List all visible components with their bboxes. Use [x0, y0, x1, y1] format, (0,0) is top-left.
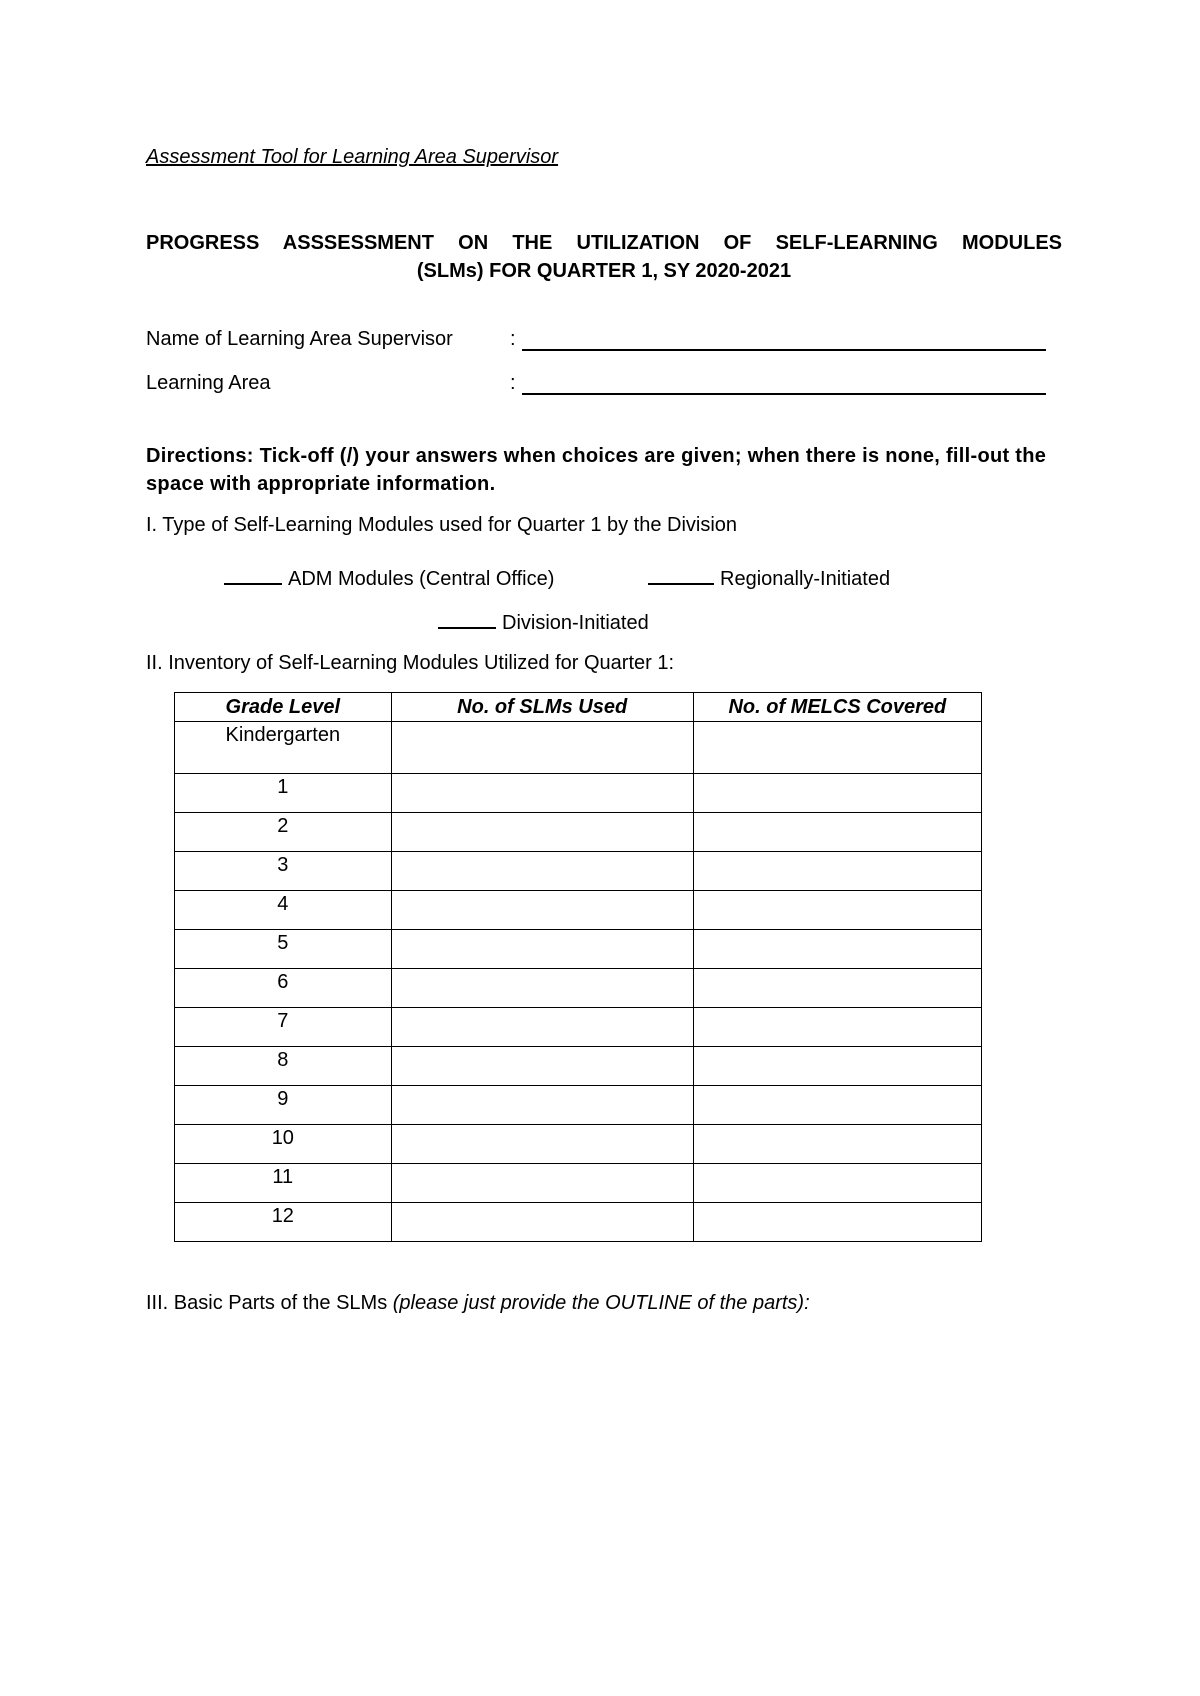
grade-level-cell: 5 [175, 930, 392, 969]
option-division-initiated[interactable] [438, 609, 649, 635]
slms-used-cell[interactable] [391, 774, 693, 813]
table-row [175, 1047, 982, 1086]
grade-level-cell: 1 [175, 774, 392, 813]
document-title: PROGRESS ASSSESSMENT ON THE UTILIZATION OF SELF-LEARNING MODULES [146, 232, 1062, 254]
table-row [175, 1203, 982, 1242]
learning-area-field[interactable] [522, 393, 1046, 395]
supervisor-name-field[interactable] [522, 349, 1046, 351]
melcs-covered-cell[interactable] [693, 1086, 981, 1125]
section-3-title: III. Basic Parts of the SLMs [146, 1292, 393, 1314]
option-regionally-initiated[interactable] [648, 565, 890, 591]
grade-level-cell: 7 [175, 1008, 392, 1047]
learning-area-label: Learning Area [146, 372, 271, 394]
document-title-line2: (SLMs) FOR QUARTER 1, SY 2020-2021 [416, 260, 792, 282]
table-row [175, 1008, 982, 1047]
slms-used-cell[interactable] [391, 722, 693, 774]
grade-level-cell: 3 [175, 852, 392, 891]
table-row [175, 930, 982, 969]
melcs-covered-cell[interactable] [693, 1047, 981, 1086]
supervisor-name-label: Name of Learning Area Supervisor [146, 328, 453, 350]
slms-used-cell[interactable] [391, 1086, 693, 1125]
table-row [175, 1125, 982, 1164]
option-label: Regionally-Initiated [720, 568, 891, 590]
slms-used-cell[interactable] [391, 891, 693, 930]
table-row [175, 852, 982, 891]
melcs-covered-cell[interactable] [693, 1125, 981, 1164]
section-3-heading [146, 1292, 810, 1315]
table-row [175, 774, 982, 813]
grade-level-cell: 2 [175, 813, 392, 852]
document-subtitle: Assessment Tool for Learning Area Supervisor [146, 146, 559, 168]
melcs-covered-cell[interactable] [693, 1203, 981, 1242]
section-1-heading: I. Type of Self-Learning Modules used for Quarter 1 by the Division [146, 514, 738, 536]
option-adm-modules[interactable] [224, 565, 554, 591]
grade-level-cell: 8 [175, 1047, 392, 1086]
directions-text: Directions: Tick-off (/) your answers when choices are given; when there is none, fill-out the space with appropriate information. [146, 445, 1047, 495]
melcs-covered-cell[interactable] [693, 969, 981, 1008]
table-row [175, 969, 982, 1008]
tick-blank[interactable] [648, 565, 714, 585]
melcs-covered-cell[interactable] [693, 930, 981, 969]
slms-used-cell[interactable] [391, 1203, 693, 1242]
section-3-note: (please just provide the OUTLINE of the parts): [392, 1292, 810, 1314]
melcs-covered-cell[interactable] [693, 1164, 981, 1203]
slms-used-cell[interactable] [391, 852, 693, 891]
table-row [175, 722, 982, 774]
grade-level-cell: 12 [175, 1203, 392, 1242]
slms-used-cell[interactable] [391, 1164, 693, 1203]
melcs-covered-cell[interactable] [693, 891, 981, 930]
slms-used-cell[interactable] [391, 813, 693, 852]
grade-level-cell: 10 [175, 1125, 392, 1164]
tick-blank[interactable] [224, 565, 282, 585]
slms-used-cell[interactable] [391, 1125, 693, 1164]
slms-used-cell[interactable] [391, 1047, 693, 1086]
option-label: ADM Modules (Central Office) [288, 568, 555, 590]
inventory-table [174, 692, 982, 1242]
column-header-slms-used: No. of SLMs Used [391, 693, 693, 722]
grade-level-cell: 11 [175, 1164, 392, 1203]
learning-area-colon: : [510, 372, 516, 394]
slms-used-cell[interactable] [391, 930, 693, 969]
slms-used-cell[interactable] [391, 1008, 693, 1047]
melcs-covered-cell[interactable] [693, 852, 981, 891]
table-row [175, 1164, 982, 1203]
table-header-row [175, 693, 982, 722]
melcs-covered-cell[interactable] [693, 1008, 981, 1047]
grade-level-cell: Kindergarten [175, 722, 392, 774]
tick-blank[interactable] [438, 609, 496, 629]
slms-used-cell[interactable] [391, 969, 693, 1008]
table-row [175, 1086, 982, 1125]
grade-level-cell: 4 [175, 891, 392, 930]
column-header-grade-level: Grade Level [175, 693, 392, 722]
column-header-melcs-covered: No. of MELCS Covered [693, 693, 981, 722]
melcs-covered-cell[interactable] [693, 813, 981, 852]
table-row [175, 813, 982, 852]
section-2-heading: II. Inventory of Self-Learning Modules Utilized for Quarter 1: [146, 652, 675, 674]
melcs-covered-cell[interactable] [693, 774, 981, 813]
table-row [175, 891, 982, 930]
grade-level-cell: 6 [175, 969, 392, 1008]
option-label: Division-Initiated [502, 612, 649, 634]
supervisor-name-colon: : [510, 328, 516, 350]
melcs-covered-cell[interactable] [693, 722, 981, 774]
grade-level-cell: 9 [175, 1086, 392, 1125]
